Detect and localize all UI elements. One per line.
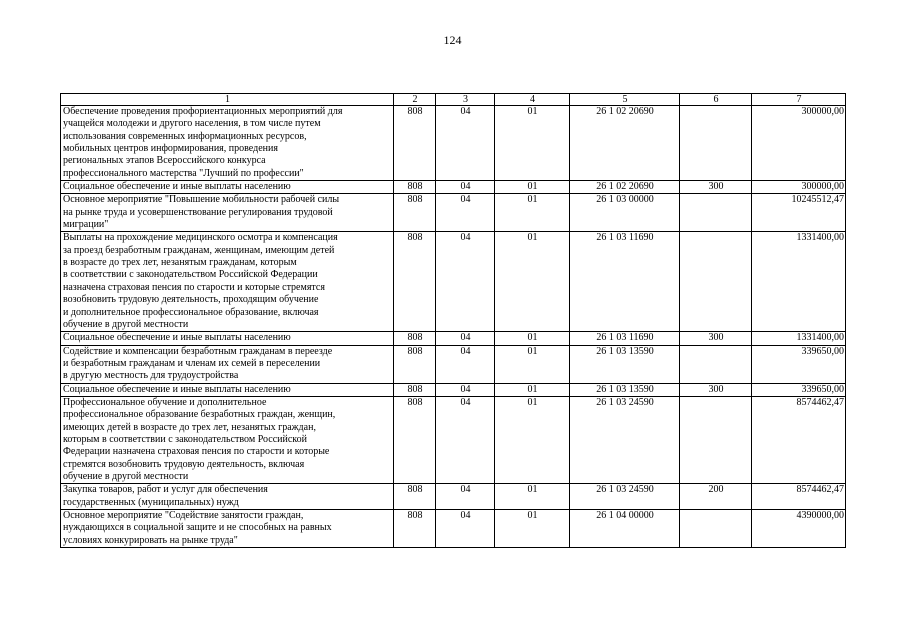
subsection-code-cell: 01 — [495, 510, 570, 548]
table-row — [61, 106, 846, 181]
amount-cell: 300000,00 — [752, 106, 846, 181]
row-name-line: в соответствии с законодательством Российской Федерации — [63, 269, 318, 281]
target-code-cell: 26 1 02 20690 — [570, 181, 680, 194]
ministry-code-cell: 808 — [394, 181, 436, 194]
expense-type-cell: 300 — [680, 181, 752, 194]
row-name-line: которым в соответствии с законодательством Российской — [63, 433, 307, 445]
subsection-code-cell: 01 — [495, 484, 570, 510]
table-row — [61, 194, 846, 232]
row-name-line: государственных (муниципальных) нужд — [63, 496, 239, 508]
row-name-cell — [61, 345, 394, 383]
header-cell: 7 — [752, 94, 846, 106]
amount-cell: 10245512,47 — [752, 194, 846, 232]
row-name-cell — [61, 194, 394, 232]
amount-cell: 300000,00 — [752, 181, 846, 194]
row-name-line: за проезд безработным гражданам, женщинам, имеющим детей — [63, 244, 335, 256]
header-cell: 1 — [61, 94, 394, 106]
target-code-cell: 26 1 03 13590 — [570, 345, 680, 383]
table-row — [61, 396, 846, 483]
table-row — [61, 181, 846, 194]
section-code-cell: 04 — [436, 345, 495, 383]
row-name-line: Основное мероприятие "Содействие занятости граждан, — [63, 510, 304, 521]
row-name-line: обучение в другой местности — [63, 470, 189, 482]
section-code-cell: 04 — [436, 510, 495, 548]
subsection-code-cell: 01 — [495, 383, 570, 396]
row-name-line: использования современных информационных ресурсов, — [63, 130, 307, 142]
row-name-cell — [61, 181, 394, 194]
row-name-cell — [61, 332, 394, 345]
subsection-code-cell: 01 — [495, 396, 570, 483]
header-cell: 4 — [495, 94, 570, 106]
row-name-line: Профессиональное обучение и дополнительное — [63, 396, 267, 408]
target-code-cell: 26 1 04 00000 — [570, 510, 680, 548]
expense-type-cell — [680, 194, 752, 232]
expense-type-cell: 200 — [680, 484, 752, 510]
row-name-line: стремятся возобновить трудовую деятельность, включая — [63, 458, 305, 470]
section-code-cell: 04 — [436, 194, 495, 232]
subsection-code-cell: 01 — [495, 194, 570, 232]
row-name-line: в возрасте до трех лет, незанятым гражданам, которым — [63, 257, 297, 269]
row-name-cell — [61, 232, 394, 332]
section-code-cell: 04 — [436, 232, 495, 332]
expense-type-cell: 300 — [680, 332, 752, 345]
row-name-cell — [61, 396, 394, 483]
section-code-cell: 04 — [436, 332, 495, 345]
row-name-cell — [61, 106, 394, 181]
budget-table — [60, 93, 846, 548]
expense-type-cell — [680, 510, 752, 548]
target-code-cell: 26 1 02 20690 — [570, 106, 680, 181]
row-name-line: Социальное обеспечение и иные выплаты населению — [63, 383, 291, 395]
ministry-code-cell: 808 — [394, 510, 436, 548]
ministry-code-cell: 808 — [394, 345, 436, 383]
table-row — [61, 332, 846, 345]
row-name-line: нуждающихся в социальной защите и не способных на равных — [63, 522, 332, 534]
amount-cell: 8574462,47 — [752, 396, 846, 483]
table-row — [61, 345, 846, 383]
ministry-code-cell: 808 — [394, 484, 436, 510]
page-number: 124 — [443, 33, 462, 47]
target-code-cell: 26 1 03 00000 — [570, 194, 680, 232]
ministry-code-cell: 808 — [394, 232, 436, 332]
row-name-line: Социальное обеспечение и иные выплаты населению — [63, 332, 291, 344]
table-row — [61, 510, 846, 548]
target-code-cell: 26 1 03 13590 — [570, 383, 680, 396]
amount-cell: 1331400,00 — [752, 232, 846, 332]
ministry-code-cell: 808 — [394, 332, 436, 345]
row-name-line: мобильных центров информирования, проведения — [63, 143, 278, 155]
row-name-line: Основное мероприятие "Повышение мобильности рабочей силы — [63, 194, 340, 206]
row-name-cell — [61, 510, 394, 548]
amount-cell: 4390000,00 — [752, 510, 846, 548]
subsection-code-cell: 01 — [495, 181, 570, 194]
row-name-line: Выплаты на прохождение медицинского осмотра и компенсация — [63, 232, 338, 244]
section-code-cell: 04 — [436, 106, 495, 181]
row-name-line: Закупка товаров, работ и услуг для обеспечения — [63, 484, 268, 496]
header-cell: 2 — [394, 94, 436, 106]
row-name-line: и безработным гражданам и членам их семей в переселении — [63, 357, 321, 369]
row-name-line: назначена страховая пенсия по старости и которые стремятся — [63, 281, 325, 293]
section-code-cell: 04 — [436, 484, 495, 510]
header-cell: 3 — [436, 94, 495, 106]
section-code-cell: 04 — [436, 396, 495, 483]
row-name-line: имеющих детей в возрасте до трех лет, незанятых граждан, — [63, 421, 316, 433]
expense-type-cell — [680, 106, 752, 181]
table-row — [61, 383, 846, 396]
target-code-cell: 26 1 03 24590 — [570, 484, 680, 510]
ministry-code-cell: 808 — [394, 106, 436, 181]
target-code-cell: 26 1 03 11690 — [570, 232, 680, 332]
row-name-cell — [61, 383, 394, 396]
expense-type-cell: 300 — [680, 383, 752, 396]
target-code-cell: 26 1 03 11690 — [570, 332, 680, 345]
table-row — [61, 484, 846, 510]
row-name-line: профессионального мастерства "Лучший по профессии" — [63, 167, 304, 179]
subsection-code-cell: 01 — [495, 232, 570, 332]
expense-type-cell — [680, 396, 752, 483]
amount-cell: 339650,00 — [752, 345, 846, 383]
row-name-line: Содействие и компенсации безработным гражданам в переезде — [63, 345, 333, 357]
subsection-code-cell: 01 — [495, 345, 570, 383]
row-name-line: обучение в другой местности — [63, 318, 189, 330]
row-name-line: Обеспечение проведения профориентационных мероприятий для — [63, 106, 343, 117]
row-name-line: условиях конкурировать на рынке труда" — [63, 534, 238, 546]
header-cell: 6 — [680, 94, 752, 106]
row-name-line: региональных этапов Всероссийского конкурса — [63, 155, 266, 167]
row-name-cell — [61, 484, 394, 510]
row-name-line: в другую местность для трудоустройства — [63, 370, 239, 382]
amount-cell: 8574462,47 — [752, 484, 846, 510]
row-name-line: учащейся молодежи и другого населения, в том числе путем — [63, 118, 321, 130]
table-row — [61, 232, 846, 332]
row-name-line: и дополнительное профессиональное образование, включая — [63, 306, 319, 318]
ministry-code-cell: 808 — [394, 383, 436, 396]
header-cell: 5 — [570, 94, 680, 106]
amount-cell: 1331400,00 — [752, 332, 846, 345]
section-code-cell: 04 — [436, 383, 495, 396]
subsection-code-cell: 01 — [495, 332, 570, 345]
row-name-line: на рынке труда и усовершенствование регулирования трудовой — [63, 206, 333, 218]
row-name-line: Социальное обеспечение и иные выплаты населению — [63, 181, 291, 193]
amount-cell: 339650,00 — [752, 383, 846, 396]
expense-type-cell — [680, 232, 752, 332]
target-code-cell: 26 1 03 24590 — [570, 396, 680, 483]
row-name-line: профессиональное образование безработных граждан, женщин, — [63, 409, 336, 421]
expense-type-cell — [680, 345, 752, 383]
row-name-line: миграции" — [63, 219, 109, 231]
header-row — [61, 94, 846, 106]
section-code-cell: 04 — [436, 181, 495, 194]
row-name-line: Федерации назначена страховая пенсия по старости и которые — [63, 446, 330, 458]
ministry-code-cell: 808 — [394, 396, 436, 483]
ministry-code-cell: 808 — [394, 194, 436, 232]
subsection-code-cell: 01 — [495, 106, 570, 181]
row-name-line: возобновить трудовую деятельность, проходящим обучение — [63, 294, 319, 306]
